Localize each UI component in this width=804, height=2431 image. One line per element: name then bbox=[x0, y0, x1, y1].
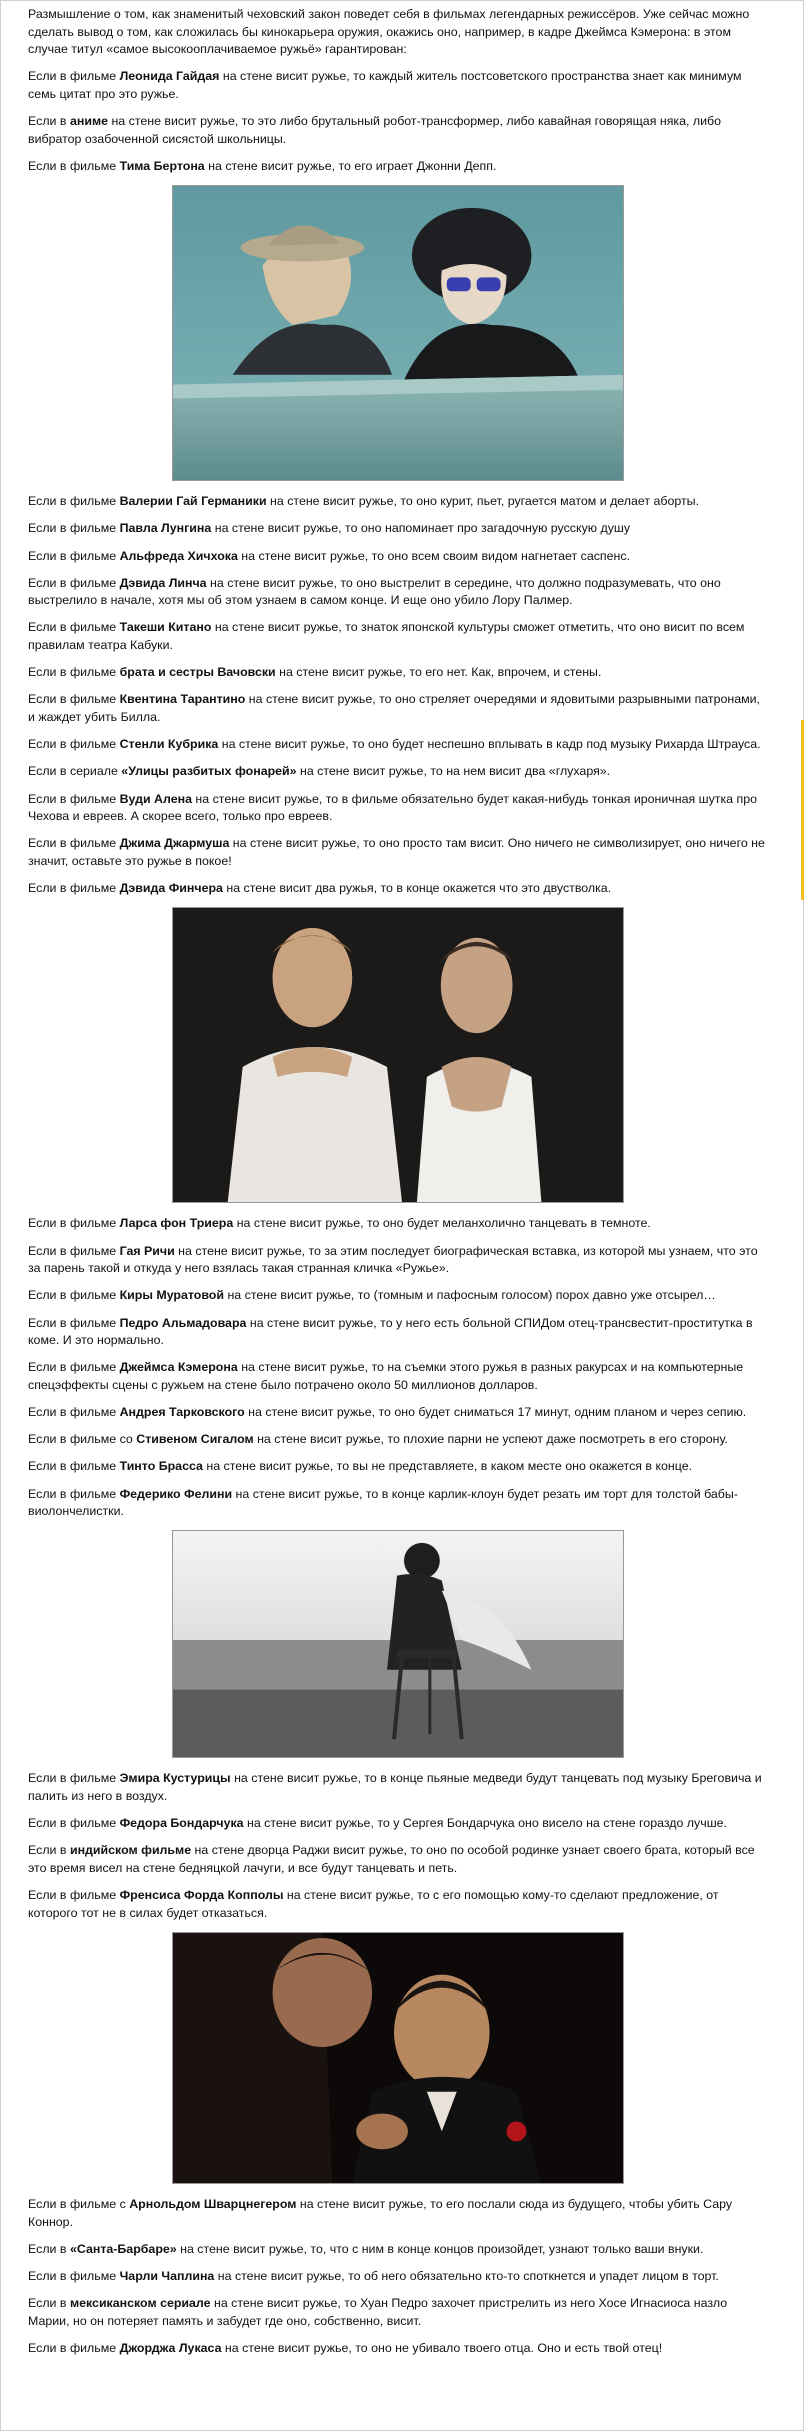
director-name: Гая Ричи bbox=[119, 1243, 175, 1258]
director-name: Дэвида Линча bbox=[119, 575, 207, 590]
list-item bbox=[28, 2196, 768, 2231]
director-name: брата и сестры Вачовски bbox=[119, 665, 276, 680]
list-item-prefix: Если в bbox=[28, 114, 70, 129]
list-group-1 bbox=[28, 68, 768, 175]
director-name: мексиканском сериале bbox=[69, 2296, 211, 2311]
list-item bbox=[28, 1404, 768, 1422]
list-item-text: на стене висит ружье, то оно стреляет очередями и ядовитыми разрывными патронами, и жаждет убить Билла. bbox=[28, 692, 760, 725]
director-name: Стенли Кубрика bbox=[119, 737, 219, 752]
list-item-text: на стене висит ружье, то оно напоминает про загадочную русскую душу bbox=[211, 521, 631, 536]
list-item bbox=[28, 158, 768, 176]
list-item-text: на стене висит ружье, то с его помощью кому-то сделают предложение, от которого тот не в силах будет отказаться. bbox=[28, 1888, 719, 1920]
list-item-text: на стене висит ружье, то на съемки этого ружья в разных ракурсах и на компьютерные спецэффекты сцены с ружьем на стене было потрачено около 50 миллионов долларов. bbox=[28, 1360, 744, 1392]
list-item-text: на стене висит ружье, то оно всем своим видом нагнетает саспенс. bbox=[237, 548, 631, 563]
list-item-text: на стене висит два ружья, то в конце окажется что это двустволка. bbox=[222, 881, 612, 896]
list-item bbox=[28, 2241, 768, 2259]
list-item-prefix: Если в bbox=[28, 2241, 70, 2256]
list-item bbox=[28, 763, 768, 781]
list-item bbox=[28, 835, 768, 870]
list-item bbox=[28, 1458, 768, 1476]
director-name: Дэвида Финчера bbox=[119, 881, 223, 896]
list-item-prefix: Если в фильме bbox=[28, 575, 120, 590]
list-item-text: на стене висит ружье, то Хуан Педро захочет пристрелить из него Хосе Игнасиоса назло Марии, но он потеряет память и забудет где оно, собственно, висит. bbox=[28, 2296, 728, 2328]
list-item-text: на стене висит ружье, то в конце карлик-клоун будет резать им торт для толстой бабы-виолончелистки. bbox=[28, 1486, 738, 1519]
list-item-prefix: Если в фильме bbox=[28, 836, 120, 851]
list-item-text: на стене висит ружье, то оно будет сниматься 17 минут, одним планом и через сепию. bbox=[244, 1405, 747, 1420]
list-item bbox=[28, 1287, 768, 1305]
list-item-prefix: Если в фильме bbox=[28, 665, 120, 680]
director-name: Вуди Алена bbox=[119, 791, 192, 806]
list-item-prefix: Если в фильме bbox=[28, 737, 120, 752]
list-item-prefix: Если в фильме bbox=[28, 1486, 120, 1501]
list-item-text: на стене висит ружье, то оно будет меланхолично танцевать в темноте. bbox=[233, 1216, 651, 1231]
list-item-prefix: Если в сериале bbox=[28, 764, 122, 779]
article-body bbox=[28, 6, 768, 2367]
intro-paragraph: Размышление о том, как знаменитый чеховский закон поведет себя в фильмах легендарных режиссёров. Уже сейчас можно сделать вывод о том, как сложилась бы кинокарьера оружия, окажись оно, например, в кадре Джеймса Кэмерона: в этом случае титул «самое высокооплачиваемое ружьё» гарантирован: bbox=[28, 7, 750, 57]
director-name: Такеши Китано bbox=[119, 620, 212, 635]
list-item-prefix: Если в фильме bbox=[28, 1288, 120, 1303]
list-item-prefix: Если в фильме bbox=[28, 1459, 120, 1474]
photo-fellini-beach bbox=[172, 1530, 624, 1758]
list-item bbox=[28, 791, 768, 826]
director-name: Тима Бертона bbox=[119, 158, 205, 173]
director-name: Тинто Брасса bbox=[119, 1459, 203, 1474]
list-item-text: на стене висит ружье, то каждый житель постсоветского пространства знает как минимум семь цитат про это ружье. bbox=[28, 69, 742, 101]
director-name: индийском фильме bbox=[69, 1843, 192, 1858]
list-group-5 bbox=[28, 2196, 768, 2358]
list-item-text: на стене висит ружье, то за этим последует биографическая вставка, из которой мы узнаем, что это за парень такой и откуда у него взялась такая странная кличка «Ружье». bbox=[28, 1243, 758, 1276]
photo-depp-burton bbox=[172, 185, 624, 481]
list-item-text: на стене висит ружье, то вы не представляете, в каком месте оно окажется в конце. bbox=[202, 1459, 693, 1474]
list-item bbox=[28, 520, 768, 538]
list-item-prefix: Если в фильме bbox=[28, 2340, 120, 2355]
list-item-prefix: Если в фильме bbox=[28, 158, 120, 173]
list-item bbox=[28, 113, 768, 148]
list-item-prefix: Если в фильме bbox=[28, 69, 120, 84]
list-item-text: на стене висит ружье, то в фильме обязательно будет какая-нибудь тонкая ироничная шутка про Чехова и евреев. А скорее всего, только про евреев. bbox=[28, 791, 757, 824]
list-item-prefix: Если в фильме bbox=[28, 521, 120, 536]
list-item bbox=[28, 1842, 768, 1877]
list-group-2 bbox=[28, 493, 768, 898]
list-item bbox=[28, 1315, 768, 1350]
list-item bbox=[28, 2295, 768, 2330]
director-name: «Санта-Барбаре» bbox=[69, 2241, 177, 2256]
list-item-text: на стене висит ружье, то у него есть больной СПИДом отец-трансвестит-проститутка в коме. И это нормально. bbox=[28, 1315, 753, 1348]
list-item-text: на стене висит ружье, то у Сергея Бондарчука оно висело на стене гораздо лучше. bbox=[243, 1816, 727, 1831]
director-name: Педро Альмадовара bbox=[119, 1315, 247, 1330]
photo-pitt-norton bbox=[172, 907, 624, 1203]
list-item-prefix: Если в фильме bbox=[28, 1888, 120, 1903]
list-item-prefix: Если в фильме bbox=[28, 1405, 120, 1420]
list-item bbox=[28, 575, 768, 610]
list-item-text: на стене висит ружье, то знаток японской культуры сможет отметить, что оно висит по всем правилам театра Кабуки. bbox=[28, 620, 745, 653]
director-name: аниме bbox=[69, 114, 109, 129]
list-item-prefix: Если в фильме bbox=[28, 1243, 120, 1258]
director-name: «Улицы разбитых фонарей» bbox=[121, 764, 297, 779]
list-item-prefix: Если в фильме bbox=[28, 1816, 120, 1831]
director-name: Джима Джармуша bbox=[119, 836, 230, 851]
list-item-text: на стене висит ружье, то это либо брутальный робот-трансформер, либо кавайная говорящая няка, либо вибратор озабоченной сисястой школьницы. bbox=[28, 114, 722, 146]
list-item-text: на стене висит ружье, то на нем висит два «глухаря». bbox=[296, 764, 611, 779]
list-item-text: на стене висит ружье, то оно будет неспешно вплывать в кадр под музыку Рихарда Штрауса. bbox=[218, 737, 761, 752]
director-name: Квентина Тарантино bbox=[119, 692, 246, 707]
list-item-text: на стене висит ружье, то, что с ним в конце концов произойдет, узнают только ваши внуки. bbox=[176, 2241, 704, 2256]
director-name: Джорджа Лукаса bbox=[119, 2340, 222, 2355]
director-name: Альфреда Хичхока bbox=[119, 548, 238, 563]
list-item bbox=[28, 880, 768, 898]
list-item-prefix: Если в фильме bbox=[28, 548, 120, 563]
list-item bbox=[28, 664, 768, 682]
list-item bbox=[28, 548, 768, 566]
list-item-text: на стене висит ружье, то в конце пьяные медведи будут танцевать под музыку Бреговича и палить из него в воздух. bbox=[28, 1771, 762, 1803]
list-item-prefix: Если в bbox=[28, 1843, 70, 1858]
list-group-3 bbox=[28, 1215, 768, 1520]
list-item bbox=[28, 1243, 768, 1278]
list-item-text: на стене висит ружье, то плохие парни не успеют даже посмотреть в его сторону. bbox=[253, 1432, 728, 1447]
list-item-prefix: Если в фильме bbox=[28, 1216, 120, 1231]
director-name: Валерии Гай Германики bbox=[119, 494, 267, 509]
list-group-4 bbox=[28, 1770, 768, 1922]
list-item bbox=[28, 1770, 768, 1805]
list-item-text: на стене висит ружье, то его играет Джонни Депп. bbox=[204, 158, 497, 173]
director-name: Чарли Чаплина bbox=[119, 2268, 215, 2283]
list-item-prefix: Если в фильме bbox=[28, 881, 120, 896]
list-item bbox=[28, 619, 768, 654]
director-name: Стивеном Сигалом bbox=[136, 1432, 254, 1447]
list-item bbox=[28, 736, 768, 754]
list-item bbox=[28, 1815, 768, 1833]
list-item-text: на стене висит ружье, то оно не убивало твоего отца. Оно и есть твой отец! bbox=[221, 2340, 663, 2355]
director-name: Киры Муратовой bbox=[119, 1288, 224, 1303]
list-item bbox=[28, 68, 768, 103]
list-item-prefix: Если в фильме с bbox=[28, 2196, 130, 2211]
list-item-text: на стене дворца Раджи висит ружье, то оно по особой родинке узнает своего брата, который все это время висел на стене бедняцкой лачуги, и все будут танцевать и петь. bbox=[28, 1843, 755, 1875]
list-item-text: на стене висит ружье, то оно просто там висит. Оно ничего не символизирует, оно ничего не значит, оставьте это ружье в покое! bbox=[28, 836, 765, 868]
list-item-prefix: Если в фильме bbox=[28, 2268, 120, 2283]
director-name: Андрея Тарковского bbox=[119, 1405, 245, 1420]
list-item bbox=[28, 493, 768, 511]
list-item bbox=[28, 2268, 768, 2286]
list-item-prefix: Если в фильме bbox=[28, 494, 120, 509]
list-item-prefix: Если в bbox=[28, 2296, 70, 2311]
list-item-prefix: Если в фильме bbox=[28, 620, 120, 635]
director-name: Френсиса Форда Копполы bbox=[119, 1888, 284, 1903]
director-name: Ларса фон Триера bbox=[119, 1216, 234, 1231]
list-item bbox=[28, 1887, 768, 1922]
list-item bbox=[28, 691, 768, 726]
director-name: Федора Бондарчука bbox=[119, 1816, 244, 1831]
director-name: Леонида Гайдая bbox=[119, 69, 220, 84]
director-name: Джеймса Кэмерона bbox=[119, 1360, 238, 1375]
list-item-prefix: Если в фильме bbox=[28, 1771, 120, 1786]
list-item bbox=[28, 1359, 768, 1394]
list-item-prefix: Если в фильме bbox=[28, 1360, 120, 1375]
list-item bbox=[28, 1215, 768, 1233]
list-item-prefix: Если в фильме bbox=[28, 692, 120, 707]
director-name: Арнольдом Шварцнегером bbox=[129, 2196, 297, 2211]
list-item-prefix: Если в фильме bbox=[28, 1315, 120, 1330]
list-item-text: на стене висит ружье, то (томным и пафосным голосом) порох давно уже отсырел… bbox=[224, 1288, 716, 1303]
list-item-text: на стене висит ружье, то оно выстрелит в середине, что должно подразумевать, что оно выстрелило в начале, хотя мы об этом узнаем в самом конце. И еще оно убило Лору Палмер. bbox=[28, 575, 721, 608]
photo-godfather bbox=[172, 1932, 624, 2184]
director-name: Эмира Кустурицы bbox=[119, 1771, 231, 1786]
list-item-text: на стене висит ружье, то его послали сюда из будущего, чтобы убить Сару Коннор. bbox=[28, 2196, 733, 2229]
list-item-prefix: Если в фильме со bbox=[28, 1432, 137, 1447]
director-name: Федерико Фелини bbox=[119, 1486, 233, 1501]
list-item bbox=[28, 1431, 768, 1449]
list-item bbox=[28, 2340, 768, 2358]
list-item-text: на стене висит ружье, то об него обязательно кто-то споткнется и упадет лицом в торт. bbox=[214, 2268, 719, 2283]
list-item-prefix: Если в фильме bbox=[28, 791, 120, 806]
list-item-text: на стене висит ружье, то оно курит, пьет, ругается матом и делает аборты. bbox=[266, 494, 700, 509]
director-name: Павла Лунгина bbox=[119, 521, 212, 536]
list-item-text: на стене висит ружье, то его нет. Как, впрочем, и стены. bbox=[275, 665, 602, 680]
list-item bbox=[28, 1486, 768, 1521]
